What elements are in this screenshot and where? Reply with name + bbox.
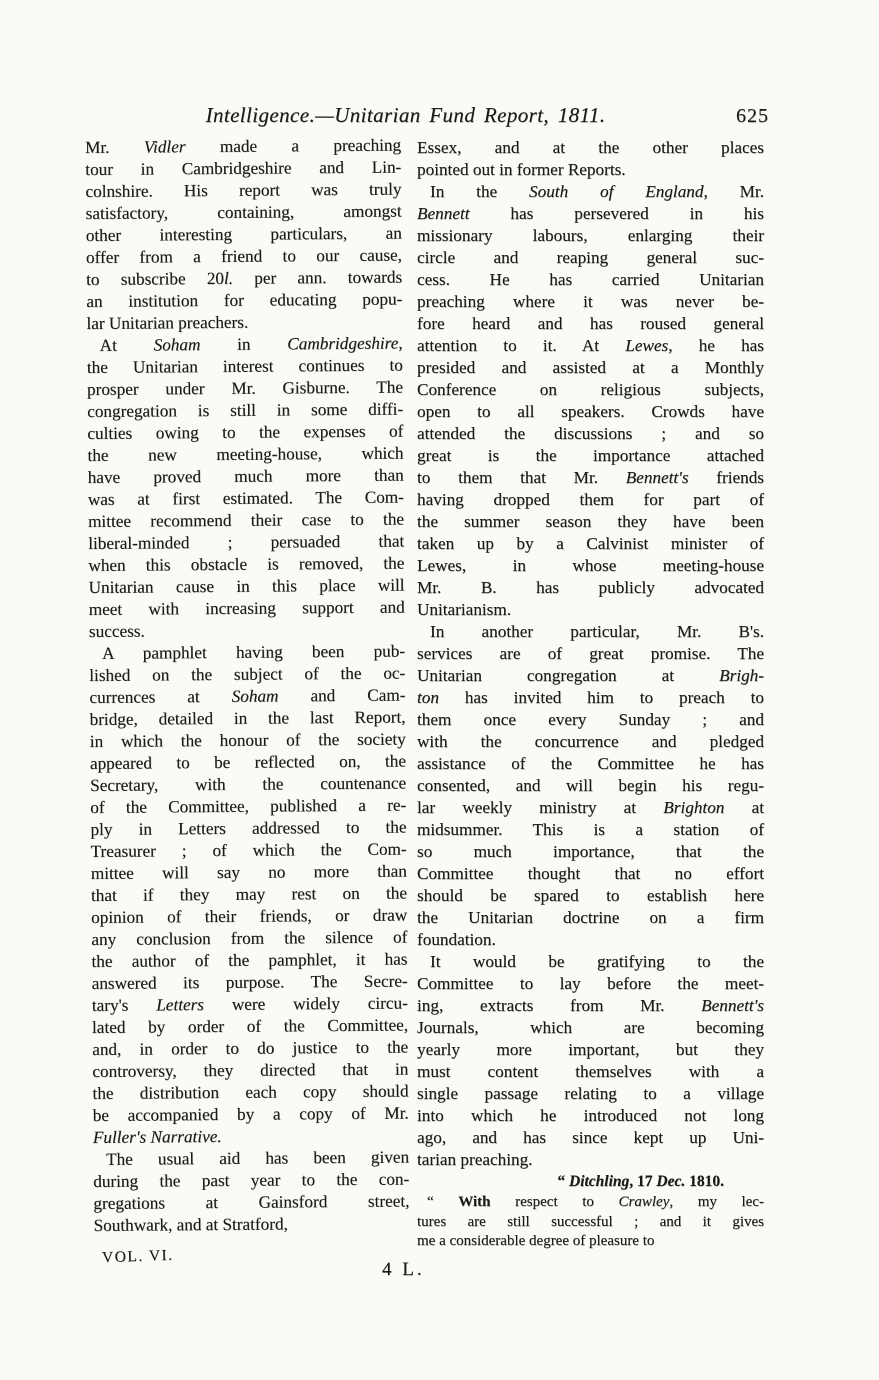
- text-line: At Soham in Cambridgeshire,: [99, 333, 403, 355]
- text-line: having dropped them for part of: [417, 490, 764, 509]
- text-line: The usual aid has been given: [105, 1147, 410, 1169]
- text-line: Bennett has persevered in his: [417, 204, 764, 223]
- text-line: colnshire. His report was truly: [85, 179, 402, 201]
- text-line: cess. He has carried Unitarian: [417, 270, 764, 289]
- text-line: pointed out in former Reports.: [417, 160, 626, 179]
- paragraph: [85, 135, 403, 335]
- text-line: that if they may rest on the: [90, 883, 408, 905]
- text-line: in which the honour of the society: [89, 729, 406, 751]
- text-line: open to all speakers. Crowds have: [417, 402, 764, 421]
- text-line: Conference on religious subjects,: [417, 380, 764, 399]
- text-line: tarian preaching.: [417, 1150, 533, 1169]
- text-line: Journals, which are becoming: [417, 1018, 764, 1037]
- text-line: of the Committee, published a re-: [90, 795, 407, 817]
- paragraph: [417, 137, 764, 181]
- text-line: Committee thought that no effort: [417, 864, 764, 883]
- text-line: A pamphlet having been pub-: [101, 641, 406, 663]
- paragraph: [417, 1193, 764, 1252]
- page-header: [85, 103, 769, 128]
- text-line: me a considerable degree of pleasure to: [417, 1233, 655, 1249]
- text-line: tary's Letters were widely circu-: [91, 993, 408, 1015]
- text-line: Treasurer ; of which the Com-: [90, 839, 407, 861]
- text-line: mittee recommend their case to the: [87, 509, 405, 531]
- text-line: the distribution each copy should: [92, 1081, 409, 1103]
- text-line: with the concurrence and pledged: [417, 732, 764, 751]
- text-line: any conclusion from the silence of: [91, 927, 408, 949]
- text-line: was at first estimated. The Com-: [87, 487, 404, 509]
- text-line: offer from a friend to our cause,: [85, 245, 403, 267]
- paragraph: [93, 1146, 410, 1236]
- text-line: have proved much more than: [87, 465, 404, 487]
- text-line: other interesting particulars, an: [85, 223, 402, 245]
- text-line: culties owing to the expenses of: [87, 421, 404, 443]
- text-line: single passage relating to a village: [417, 1084, 764, 1103]
- text-line: It would be gratifying to the: [430, 952, 764, 971]
- text-line: bridge, detailed in the last Report,: [89, 707, 406, 729]
- text-line: to them that Mr. Bennett's friends: [417, 468, 764, 487]
- text-line: to subscribe 20l. per ann. towards: [86, 267, 403, 289]
- text-line: them once every Sunday ; and: [417, 710, 764, 729]
- text-line: Essex, and at the other places: [417, 138, 764, 157]
- text-line: currences at Soham and Cam-: [89, 685, 406, 707]
- text-line: Unitarian congregation at Brigh-: [417, 666, 764, 685]
- right-column: [417, 137, 764, 1252]
- text-line: success.: [88, 621, 145, 641]
- text-line: gregations at Gainsford street,: [93, 1191, 410, 1213]
- text-line: Unitarianism.: [417, 600, 512, 619]
- text-line: Lewes, in whose meeting-house: [417, 556, 764, 575]
- text-line: during the past year to the con-: [93, 1169, 410, 1191]
- page-number: 625: [736, 105, 769, 127]
- text-line: ing, extracts from Mr. Bennett's: [417, 996, 764, 1015]
- text-line: lated by order of the Committee,: [91, 1015, 409, 1037]
- text-line: tures are still successful ; and it gives: [417, 1213, 764, 1230]
- text-line: opinion of their friends, or draw: [91, 905, 408, 927]
- text-line: ply in Letters addressed to the: [90, 817, 407, 839]
- volume-label: VOL. VI.: [101, 1246, 174, 1267]
- text-line: assistance of the Committee he has: [417, 754, 764, 773]
- text-line: Mr. B. has publicly advocated: [417, 578, 764, 597]
- text-line: Secretary, with the countenance: [90, 773, 407, 795]
- text-line: answered its purpose. The Secre-: [91, 971, 408, 993]
- text-line: In another particular, Mr. B's.: [430, 622, 764, 641]
- text-line: into which he introduced not long: [417, 1106, 764, 1125]
- text-line: lished on the subject of the oc-: [89, 663, 406, 685]
- text-line: services are of great promise. The: [417, 644, 764, 663]
- text-line: the Unitarian doctrine on a firm: [417, 908, 764, 927]
- text-line: controversy, they directed that in: [92, 1059, 409, 1081]
- text-line: missionary labours, enlarging their: [417, 226, 764, 245]
- text-line: so much importance, that the: [417, 842, 764, 861]
- text-line: Mr. Vidler made a preaching: [85, 135, 402, 157]
- text-line: “ With respect to Crawley, my lec-: [427, 1194, 764, 1210]
- text-line: the summer season they have been: [417, 512, 764, 531]
- text-line: appeared to be reflected on, the: [89, 751, 406, 773]
- text-line: attention to it. At Lewes, he has: [417, 336, 764, 355]
- text-line: great is the importance attached: [417, 446, 764, 465]
- text-line: should be spared to establish here: [417, 886, 764, 905]
- paragraph: [89, 641, 409, 1149]
- paragraph: [417, 1171, 764, 1193]
- text-line: circle and reaping general suc-: [417, 248, 764, 267]
- text-line: liberal-minded ; persuaded that: [88, 531, 405, 553]
- paragraph: [87, 333, 405, 643]
- left-column: [85, 135, 410, 1252]
- text-line: lar Unitarian preachers.: [86, 312, 249, 333]
- paragraph: [417, 951, 764, 1171]
- text-line: and, in order to do justice to the: [92, 1037, 409, 1059]
- text-line: Committee to lay before the meet-: [417, 974, 764, 993]
- text-line: attended the discussions ; and so: [417, 424, 764, 443]
- text-line: must content themselves with a: [417, 1062, 764, 1081]
- text-line: In the South of England, Mr.: [430, 182, 764, 201]
- text-line: yearly more important, but they: [417, 1040, 764, 1059]
- text-line: “ Ditchling, 17 Dec. 1810.: [557, 1173, 724, 1190]
- text-line: midsummer. This is a station of: [417, 820, 764, 839]
- text-line: consented, and will begin his regu-: [417, 776, 764, 795]
- paragraph: [417, 181, 764, 621]
- text-line: Fuller's Narrative.: [92, 1126, 222, 1147]
- text-line: preaching where it was never be-: [417, 292, 764, 311]
- text-line: ago, and has since kept up Uni-: [417, 1128, 764, 1147]
- paragraph: [417, 621, 764, 951]
- text-line: be accompanied by a copy of Mr.: [92, 1103, 409, 1125]
- text-line: congregation is still in some diffi-: [87, 399, 404, 421]
- text-line: tour in Cambridgeshire and Lin-: [85, 157, 402, 179]
- text-line: the Unitarian interest continues to: [86, 355, 403, 377]
- signature-mark: 4 L.: [382, 1259, 425, 1280]
- text-line: taken up by a Calvinist minister of: [417, 534, 764, 553]
- text-line: foundation.: [417, 930, 496, 949]
- text-line: prosper under Mr. Gisburne. The: [86, 377, 404, 399]
- text-line: mittee will say no more than: [90, 861, 407, 883]
- text-line: an institution for educating popu-: [86, 289, 403, 311]
- text-line: when this obstacle is removed, the: [88, 553, 405, 575]
- text-line: ton has invited him to preach to: [417, 688, 764, 707]
- text-line: satisfactory, containing, amongst: [85, 201, 402, 223]
- text-line: Southwark, and at Stratford,: [93, 1214, 288, 1235]
- text-line: Unitarian cause in this place will: [88, 575, 405, 597]
- two-column-text-block: [85, 137, 764, 1252]
- text-line: the new meeting-house, which: [87, 443, 404, 465]
- text-line: lar weekly ministry at Brighton at: [417, 798, 764, 817]
- running-title: Intelligence.—Unitarian Fund Report, 1811.: [205, 103, 606, 127]
- text-line: fore heard and has roused general: [417, 314, 764, 333]
- text-line: presided and assisted at a Monthly: [417, 358, 764, 377]
- text-line: the author of the pamphlet, it has: [91, 949, 408, 971]
- text-line: meet with increasing support and: [88, 597, 405, 619]
